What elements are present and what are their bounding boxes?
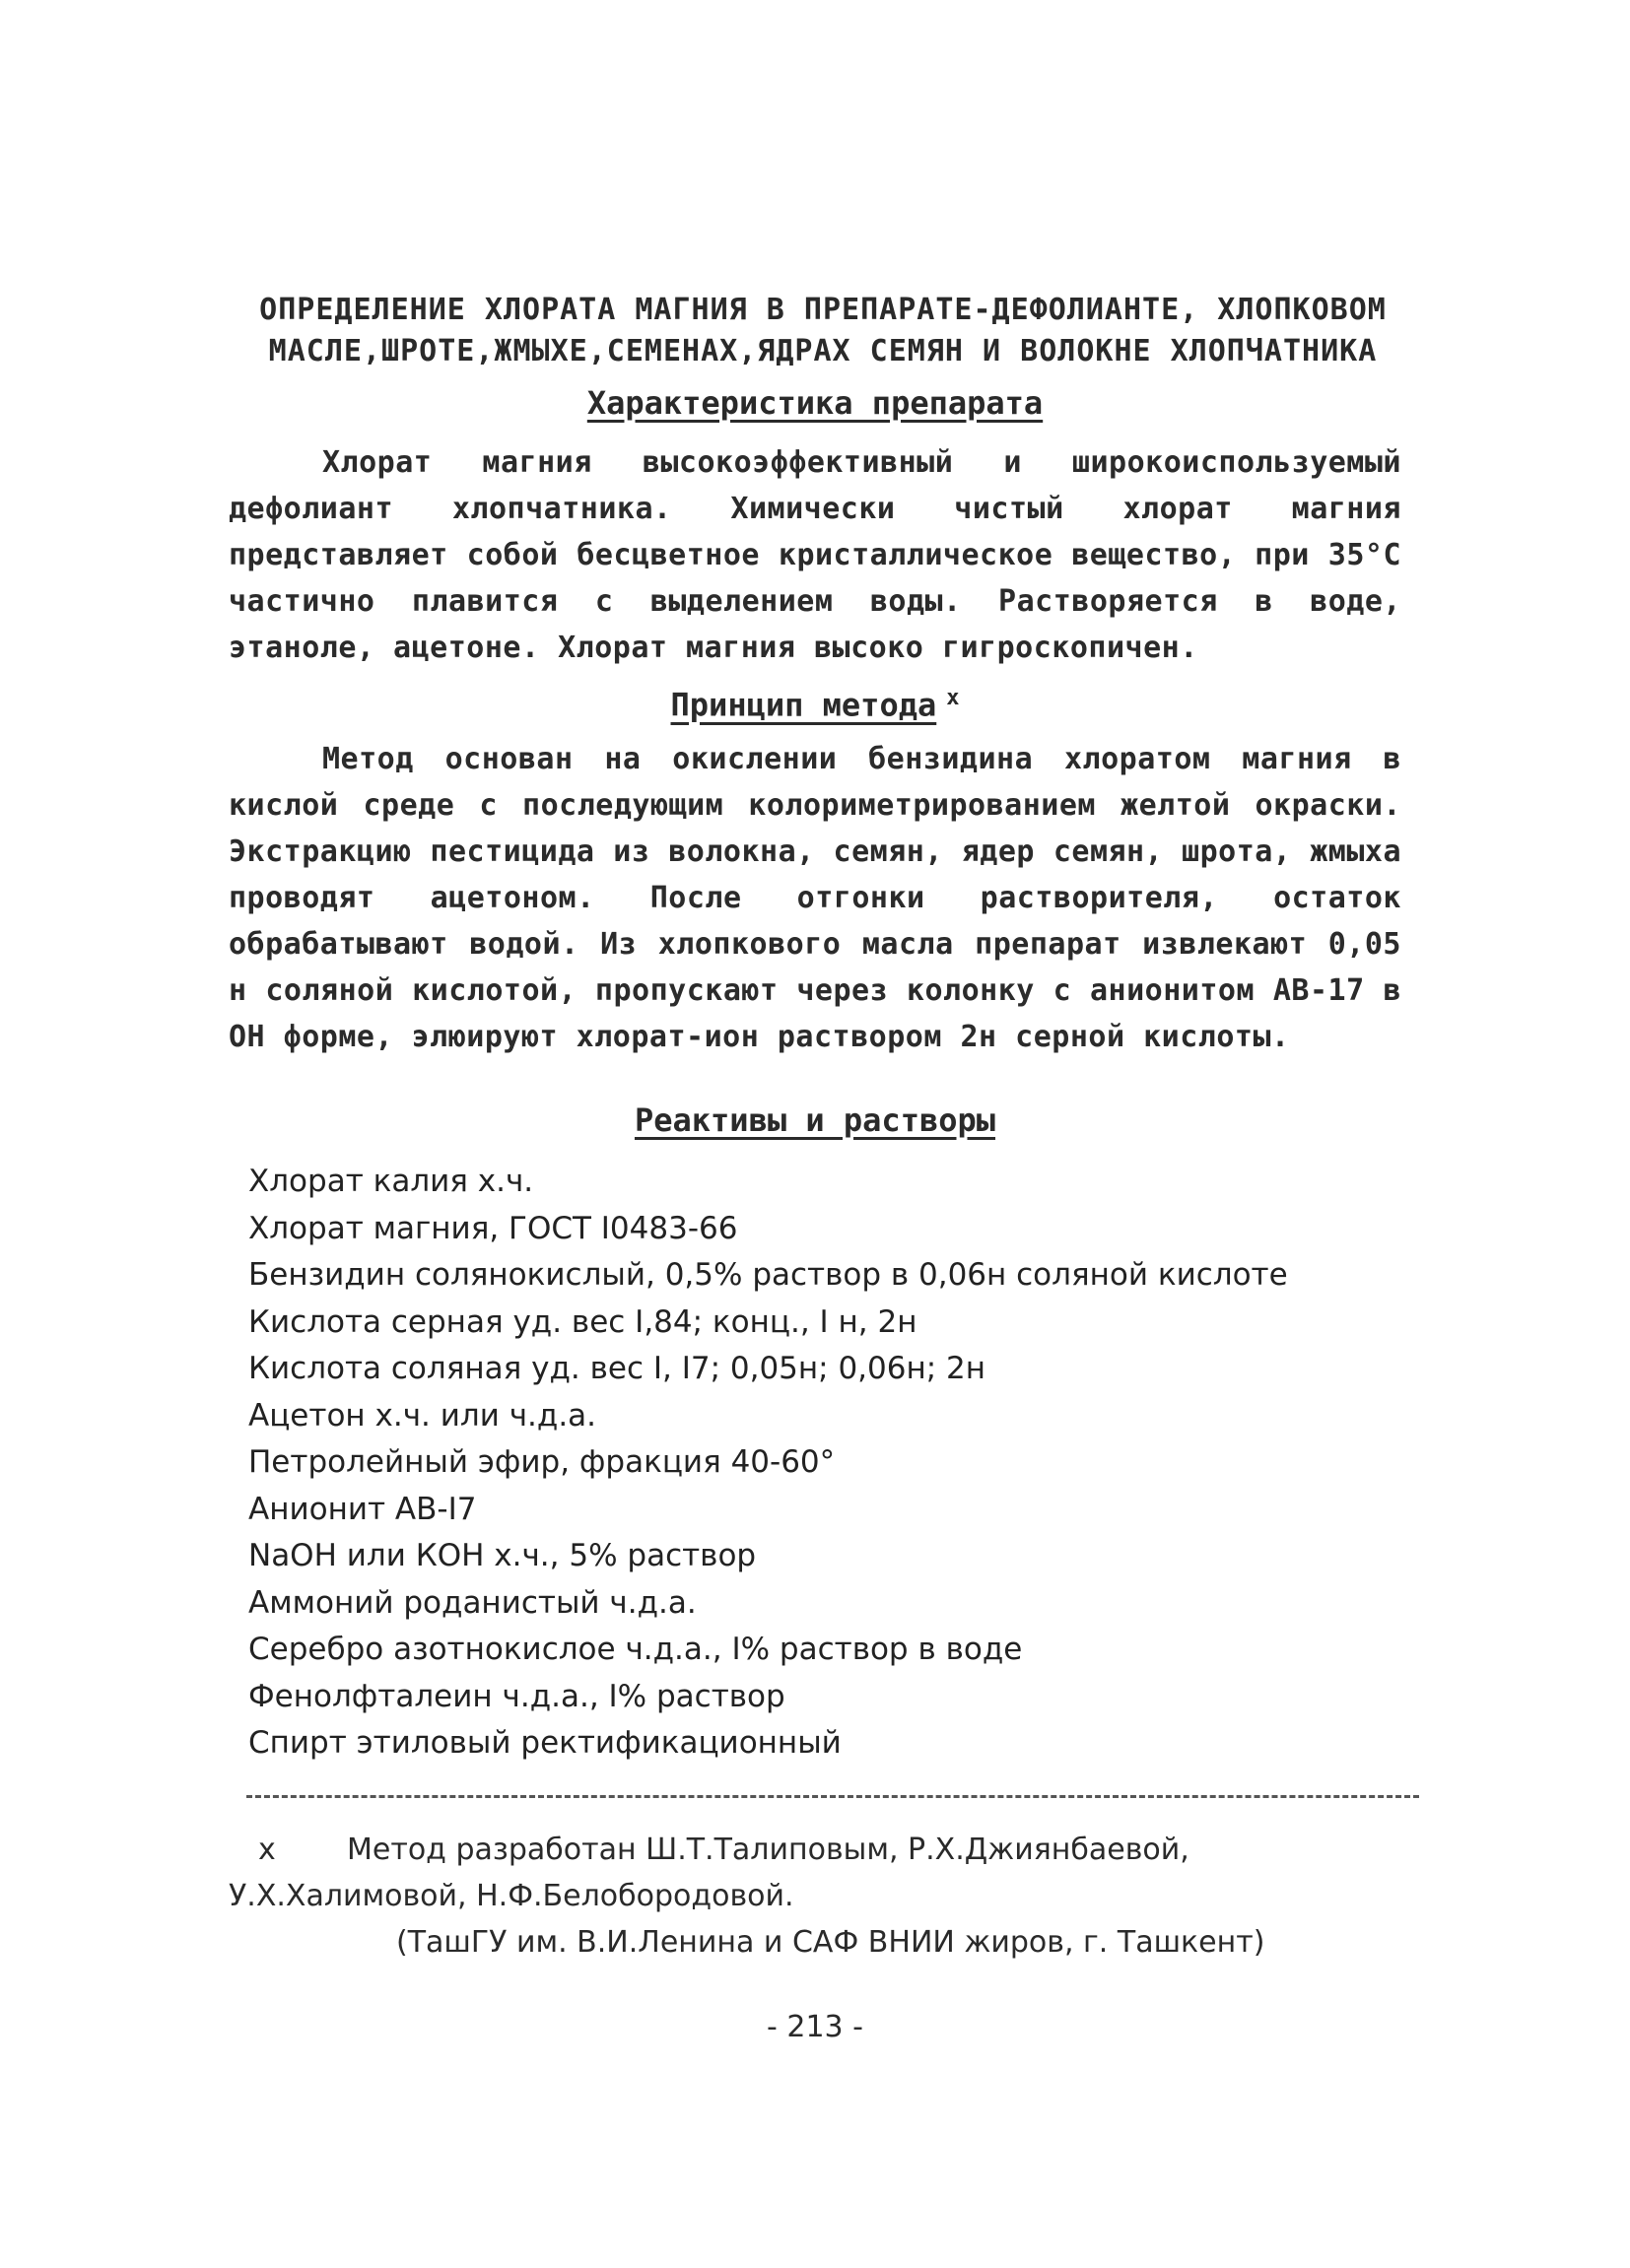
page-number: - 213 - xyxy=(767,2010,863,2044)
reagent-item: Кислота соляная уд. вес I, I7; 0,05н; 0,06н; 2н xyxy=(248,1351,986,1386)
reagent-item: Петролейный эфир, фракция 40-60° xyxy=(248,1444,836,1480)
footnote xyxy=(229,1827,1411,1966)
reagent-item: Хлорат калия х.ч. xyxy=(248,1164,534,1199)
footnote-mark: x xyxy=(258,1833,276,1867)
document-title xyxy=(237,290,1409,372)
reagent-item: Кислота серная уд. вес I,84; конц., I н, 2н xyxy=(248,1303,917,1340)
section-heading-reagents: Реактивы и растворы xyxy=(634,1101,996,1139)
reagent-item: Анионит АВ-I7 xyxy=(248,1491,477,1527)
section-heading-principle xyxy=(0,686,1630,724)
reagent-item: Бензидин солянокислый, 0,5% раствор в 0,06н соляной кислоте xyxy=(248,1257,1288,1293)
footnote-text: Метод разработан Ш.Т.Талиповым, Р.Х.Джиянбаевой, У.Х.Халимовой, Н.Ф.Белобородовой. xyxy=(229,1833,1189,1913)
reagent-item: Серебро азотнокислое ч.д.а., I% раствор в воде xyxy=(248,1632,1023,1667)
principle-footnote-mark: x xyxy=(946,686,960,710)
title-line-2: МАСЛЕ,ШРОТЕ,ЖМЫХЕ,СЕМЕНАХ,ЯДРАХ СЕМЯН И ВОЛОКНЕ ХЛОПЧАТНИКА xyxy=(268,334,1378,368)
section-text-principle xyxy=(229,736,1401,1060)
footnote-divider xyxy=(246,1795,1419,1798)
reagent-item: Ацетон х.ч. или ч.д.а. xyxy=(248,1397,597,1434)
characteristics-body: Хлорат магния высокоэффективный и широкоиспользуемый дефолиант хлопчатника. Химически чистый хлорат магния представляет собой бесцветное кристаллическое вещество, при 35°С частично плавится с выделением воды. Растворяется в воде, этаноле, ацетоне. Хлорат магния высоко гигроскопичен. xyxy=(229,445,1401,665)
reagent-item: Спирт этиловый ректификационный xyxy=(248,1725,842,1761)
section-text-characteristics xyxy=(229,439,1401,671)
reagent-item: Хлорат магния, ГОСТ I0483-66 xyxy=(248,1210,738,1246)
section-heading-characteristics: Характеристика препарата xyxy=(586,384,1044,422)
title-line-1: ОПРЕДЕЛЕНИЕ ХЛОРАТА МАГНИЯ В ПРЕПАРАТЕ-ДЕФОЛИАНТЕ, ХЛОПКОВОМ xyxy=(259,293,1387,327)
principle-heading-label: Принцип метода xyxy=(670,686,937,724)
reagent-item: Аммоний роданистый ч.д.а. xyxy=(248,1584,697,1621)
footnote-organization: (ТашГУ им. В.И.Ленина и САФ ВНИИ жиров, г. Ташкент) xyxy=(396,1925,1265,1960)
principle-body: Метод основан на окислении бензидина хлоратом магния в кислой среде с последующим колориметрированием желтой окраски. Экстракцию пестицида из волокна, семян, ядер семян, шрота, жмыха проводят ацетоном. После отгонки растворителя, остаток обрабатывают водой. Из хлопкового масла препарат извлекают 0,05 н соляной кислотой, пропускают через колонку с анионитом АВ-17 в ОН форме, элюируют хлорат-ион раствором 2н серной кислоты. xyxy=(229,742,1401,1054)
reagent-item: NaOH или КОН х.ч., 5% раствор xyxy=(248,1538,757,1573)
reagent-item: Фенолфталеин ч.д.а., I% раствор xyxy=(248,1678,785,1714)
reagents-list xyxy=(248,1159,1431,1768)
